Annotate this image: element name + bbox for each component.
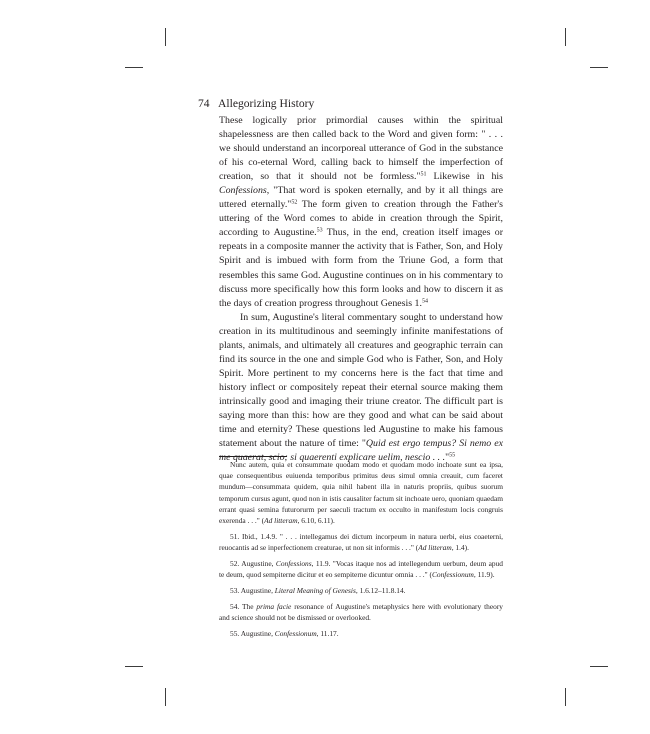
crop-mark-left-lower [125, 666, 143, 667]
footnote-ref-55: 55 [449, 452, 456, 459]
footnote-continuation: Nunc autem, quia et consummate quodam modo et quodam modo inchoate sunt ea ipsa, quae consequentibus euiuenda temporibus primitus deus simul omnia creauit, cum faceret mundum—consummata quidem, quia nihil habent illa in naturis propriis, quibus suorum temporum cursus agunt, quod non in istis causaliter factum sit inchoate uero, quoniam quaedam errant quasi semina futurorurm per saeculi tractum ex occulto in manifestum locis congruis exerenda . . ." (Ad litteram, 6.10, 6.11). [219, 460, 503, 526]
crop-mark-right-upper [590, 67, 608, 68]
body-text [219, 114, 503, 465]
crop-mark-top-left [165, 28, 166, 46]
footnote-number: 51. [230, 531, 240, 541]
footnotes [219, 459, 503, 639]
footnote-ref-53: 53 [316, 227, 323, 234]
crop-mark-right-lower [590, 666, 608, 667]
title-confessions: Confessions [219, 185, 267, 197]
crop-mark-bottom-left [165, 688, 166, 706]
footnote-54: 54. The prima facie resonance of Augustine's metaphysics here with evolutionary theory and science should not be dismissed or overlooked. [219, 601, 503, 622]
footnote-number: 55. [230, 628, 240, 638]
crop-mark-top-right [565, 28, 566, 46]
footnote-ref-54: 54 [421, 298, 428, 305]
footnote-rule [219, 456, 287, 457]
footnote-number: 53. [230, 585, 240, 595]
footnote-number: 52. [230, 558, 240, 568]
crop-mark-bottom-right [565, 688, 566, 706]
footnote-51: 51. Ibid., 1.4.9. " . . . intellegamus dei dictum incorpeum in natura uerbi, eius coaeterni, reuocantis ad se inperfectionem creaturae, ut non sit informis . . ." (Ad litteram, 1.4). [219, 531, 503, 553]
footnote-ref-52: 52 [291, 199, 298, 206]
paragraph-2: In sum, Augustine's literal commentary sought to understand how creation in its multitudinous and seemingly infinite manifestations of plants, animals, and ultimately all creatures and geographic terrain can find its source in the one and simple God who is Father, Son, and Holy Spirit. More pertinent to my concerns here is the fact that time and history inflect or compositely repeat their eternal source making them intrinsically good and imaging their triune creator. The difficult part is saying more than this: how are they good and what can be said about time and eternity? These questions led Augustine to make his famous statement about the nature of time: "Quid est ergo tempus? Si nemo ex me quaerat, scio; si quaerenti explicare uelim, nescio . . ."$^{55}$ [219, 311, 503, 464]
latin-quotation: Quid est ergo tempus? Si nemo ex me quaerat, scio; si quaerenti explicare uelim, nescio . . . [219, 438, 503, 464]
page-number: 74 [198, 97, 210, 110]
crop-mark-left-upper [125, 67, 143, 68]
running-head [198, 97, 503, 111]
footnote-52: 52. Augustine, Confessions, 11.9. "Vocas itaque nos ad intellegendum uerbum, deum apud te deum, quod sempiterne dicitur et eo sempiterne dicuntur omnia . . ." (Confessionum, 11.9). [219, 558, 503, 580]
footnote-number: 54. [230, 601, 240, 611]
footnote-53: 53. Augustine, Literal Meaning of Genesis, 1.6.12–11.8.14. [230, 585, 406, 595]
footnote-ref-51: 51 [420, 171, 427, 178]
running-title: Allegorizing History [218, 97, 315, 110]
paragraph-1: These logically prior primordial causes within the spiritual shapelessness are then called back to the Word and given form: " . . . we should understand an incorporeal utterance of God in the substance of his co-eternal Word, calling back to himself the imperfection of creation, so that it should not be formless."$^{51}$ Likewise in his Confessions, "That word is spoken eternally, and by it all things are uttered eternally."$^{52}$ The form given to creation through the Father's uttering of the Word comes to abide in creation through the Spirit, according to Augustine.$^{53}$ Thus, in the end, creation itself images or repeats in a composite manner the activity that is Father, Son, and Holy Spirit and is imbued with form from the Triune God, a form that resembles this same God. Augustine continues on in his commentary to discuss more specifically how this form looks and how to discern it as the days of creation progress throughout Genesis 1.54 [219, 115, 503, 309]
footnote-55: 55. Augustine, Confessionum, 11.17. [230, 628, 339, 638]
